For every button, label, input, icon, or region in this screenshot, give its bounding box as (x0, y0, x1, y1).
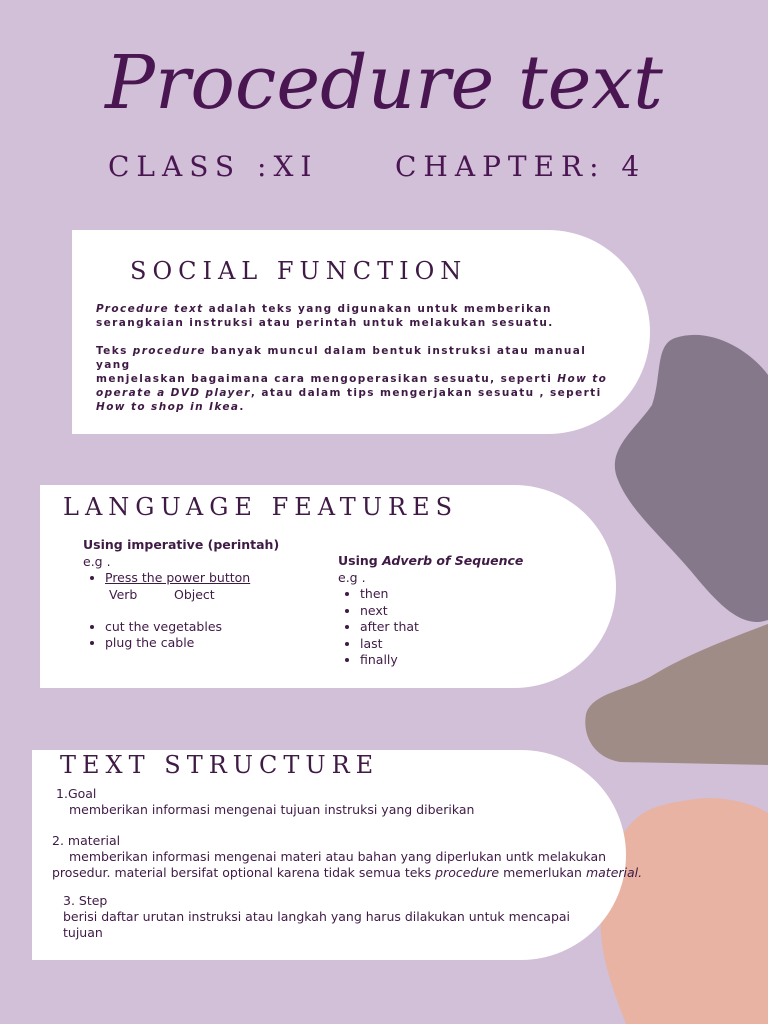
text-structure-heading: TEXT STRUCTURE (60, 751, 380, 779)
adverb-heading: Using Adverb of Sequence (338, 553, 524, 568)
object-label: Object (174, 586, 215, 602)
adverb-eg: e.g . (338, 569, 366, 585)
language-features-heading: LANGUAGE FEATURES (63, 493, 459, 521)
verb-object-labels (83, 587, 323, 603)
list-item: • next (360, 603, 578, 620)
goal-item: 1.Goal (56, 786, 97, 801)
social-function-card (72, 230, 650, 434)
page-title: Procedure text (105, 40, 663, 126)
social-function-text: Procedure text adalah teks yang digunakan untuk memberikan serangkaian instruksi atau perintah untuk melakukan sesuatu. Teks procedure banyak muncul dalam bentuk instruksi atau manual yang menjelaskan bagaimana cara mengoperasikan sesuatu, seperti How to operate a DVD player, atau dalam tips mengerjakan sesuatu , seperti How to shop in Ikea. (96, 303, 608, 413)
step-description: berisi daftar urutan instruksi atau langkah yang harus dilakukan untuk mencapai tujuan (63, 909, 571, 940)
goal-title: Goal (67, 786, 97, 801)
step-title: 3. Step (63, 893, 108, 908)
goal-description: memberikan informasi mengenai tujuan instruksi yang diberikan (69, 802, 475, 817)
imperative-column (83, 537, 323, 652)
list-item: • plug the cable (105, 635, 323, 652)
list-item: • last (360, 636, 578, 653)
text-structure-card (32, 750, 643, 960)
imperative-heading: Using imperative (perintah) (83, 537, 280, 552)
list-item: • cut the vegetables (105, 619, 323, 636)
adverb-items-list (338, 586, 578, 669)
imperative-example-list (83, 570, 323, 587)
adverb-column (338, 553, 578, 669)
language-features-card (40, 485, 616, 688)
imperative-example: Press the power button (105, 570, 251, 585)
procedure-text-term: Procedure text (96, 303, 204, 315)
imperative-eg: e.g . (83, 553, 111, 569)
material-description: memberikan informasi mengenai materi atau bahan yang diperlukan untk melakukan prosedur. material bersifat optional karena tidak semua teks procedure memerlukan material. (52, 849, 643, 880)
class-label: CLASS :XI (108, 150, 319, 183)
social-function-heading: SOCIAL FUNCTION (130, 257, 468, 285)
imperative-items-list (83, 619, 323, 652)
list-item (105, 570, 323, 587)
list-item: • then (360, 586, 578, 603)
list-item: • after that (360, 619, 578, 636)
list-item: • finally (360, 652, 578, 669)
material-title: 2. material (52, 833, 121, 848)
chapter-label: CHAPTER: 4 (395, 150, 647, 183)
taupe-blob-shape (580, 622, 768, 770)
verb-label: Verb (109, 586, 138, 602)
